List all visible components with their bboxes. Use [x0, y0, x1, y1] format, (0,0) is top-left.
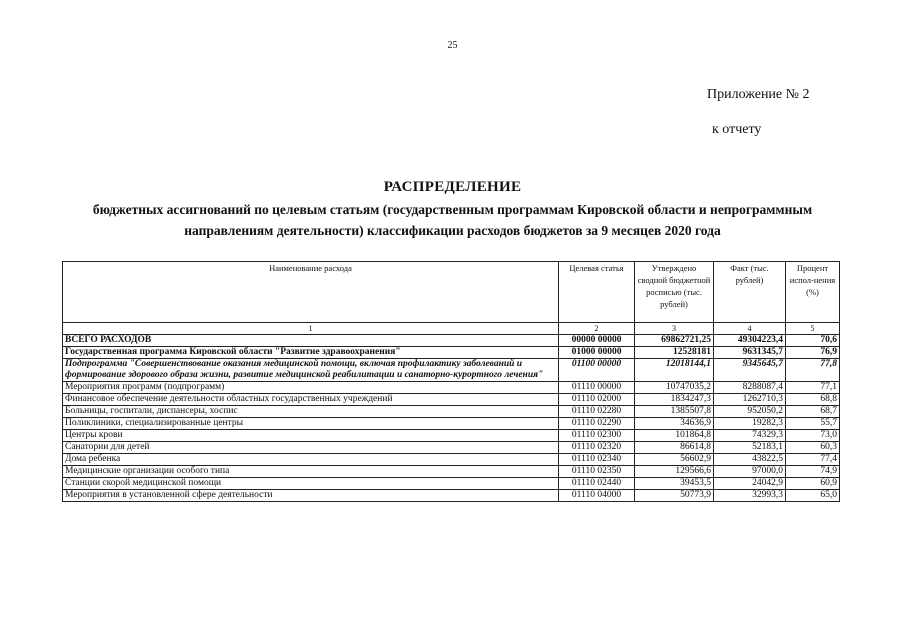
row-name: Дома ребенка [63, 454, 559, 466]
table-row [63, 359, 840, 382]
column-number: 1 [63, 323, 559, 335]
row-name: Государственная программа Кировской области "Развитие здравоохранения" [63, 347, 559, 359]
row-fact: 43822,5 [714, 454, 786, 466]
row-percent: 68,7 [786, 406, 840, 418]
row-fact: 97000,0 [714, 466, 786, 478]
header-code: Целевая статья [559, 262, 635, 323]
row-code: 01110 02280 [559, 406, 635, 418]
row-plan: 50773,9 [635, 490, 714, 502]
row-name: Санатории для детей [63, 442, 559, 454]
table-row [63, 335, 840, 347]
column-number-row [63, 323, 840, 335]
row-name: Больницы, госпитали, диспансеры, хоспис [63, 406, 559, 418]
row-name: Финансовое обеспечение деятельности областных государственных учреждений [63, 394, 559, 406]
header-plan: Утверждено сводной бюджетной росписью (тыс. рублей) [635, 262, 714, 323]
document-subtitle: бюджетных ассигнований по целевым статьям (государственным программам Кировской области и непрограммным направлениям деятельности) классификации расходов бюджетов за 9 месяцев 2020 года [92, 202, 813, 238]
row-name: Подпрограмма "Совершенствование оказания медицинской помощи, включая профилактику заболеваний и формирование здорового образа жизни, развитие медицинской реабилитации и санаторно-курортного лечения" [63, 359, 559, 382]
row-plan: 39453,5 [635, 478, 714, 490]
row-plan: 10747035,2 [635, 382, 714, 394]
row-percent: 68,8 [786, 394, 840, 406]
row-plan: 101864,8 [635, 430, 714, 442]
table-row [63, 406, 840, 418]
row-fact: 32993,3 [714, 490, 786, 502]
row-plan: 129566,6 [635, 466, 714, 478]
row-plan: 34636,9 [635, 418, 714, 430]
row-percent: 70,6 [786, 335, 840, 347]
row-fact: 952050,2 [714, 406, 786, 418]
row-fact: 52183,1 [714, 442, 786, 454]
table-row [63, 478, 840, 490]
table-row [63, 382, 840, 394]
row-code: 01110 02300 [559, 430, 635, 442]
row-code: 01110 02350 [559, 466, 635, 478]
table-row [63, 490, 840, 502]
column-number: 4 [714, 323, 786, 335]
row-plan: 56602,9 [635, 454, 714, 466]
row-code: 01110 02440 [559, 478, 635, 490]
row-fact: 49304223,4 [714, 335, 786, 347]
table-row [63, 394, 840, 406]
row-code: 01110 02290 [559, 418, 635, 430]
row-plan: 1834247,3 [635, 394, 714, 406]
row-name: Мероприятия программ (подпрограмм) [63, 382, 559, 394]
appendix-sublabel: к отчету [712, 122, 762, 137]
header-percent: Процент испол-нения (%) [786, 262, 840, 323]
row-code: 01110 02000 [559, 394, 635, 406]
row-fact: 1262710,3 [714, 394, 786, 406]
row-plan: 69862721,25 [635, 335, 714, 347]
table-body [63, 335, 840, 502]
table-row [63, 454, 840, 466]
page-number: 25 [447, 40, 458, 51]
table-header-row [63, 262, 840, 323]
appendix-label: Приложение № 2 [707, 87, 810, 102]
row-percent: 73,0 [786, 430, 840, 442]
row-name: Мероприятия в установленной сфере деятельности [63, 490, 559, 502]
row-code: 01110 04000 [559, 490, 635, 502]
row-percent: 60,9 [786, 478, 840, 490]
table-row [63, 347, 840, 359]
row-plan: 1385507,8 [635, 406, 714, 418]
row-percent: 76,9 [786, 347, 840, 359]
column-number: 2 [559, 323, 635, 335]
row-percent: 77,4 [786, 454, 840, 466]
row-code: 01110 02340 [559, 454, 635, 466]
row-code: 01100 00000 [559, 359, 635, 382]
column-number: 3 [635, 323, 714, 335]
row-plan: 12528181 [635, 347, 714, 359]
row-name: Центры крови [63, 430, 559, 442]
row-code: 01110 00000 [559, 382, 635, 394]
row-fact: 19282,3 [714, 418, 786, 430]
row-percent: 65,0 [786, 490, 840, 502]
column-number: 5 [786, 323, 840, 335]
header-fact: Факт (тыс. рублей) [714, 262, 786, 323]
header-name: Наименование расхода [63, 262, 559, 323]
row-name: Поликлиники, специализированные центры [63, 418, 559, 430]
row-name: Станции скорой медицинской помощи [63, 478, 559, 490]
table-row [63, 430, 840, 442]
row-fact: 24042,9 [714, 478, 786, 490]
row-percent: 60,3 [786, 442, 840, 454]
row-fact: 74329,3 [714, 430, 786, 442]
row-percent: 77,8 [786, 359, 840, 382]
row-name: Медицинские организации особого типа [63, 466, 559, 478]
row-percent: 55,7 [786, 418, 840, 430]
table-row [63, 442, 840, 454]
row-name: ВСЕГО РАСХОДОВ [63, 335, 559, 347]
row-code: 01110 02320 [559, 442, 635, 454]
row-percent: 77,1 [786, 382, 840, 394]
row-fact: 9345645,7 [714, 359, 786, 382]
document-title: РАСПРЕДЕЛЕНИЕ [383, 179, 522, 195]
row-plan: 12018144,1 [635, 359, 714, 382]
budget-table [62, 261, 840, 502]
row-fact: 8288087,4 [714, 382, 786, 394]
table-row [63, 466, 840, 478]
table-row [63, 418, 840, 430]
row-code: 01000 00000 [559, 347, 635, 359]
row-percent: 74,9 [786, 466, 840, 478]
row-fact: 9631345,7 [714, 347, 786, 359]
row-plan: 86614,8 [635, 442, 714, 454]
row-code: 00000 00000 [559, 335, 635, 347]
